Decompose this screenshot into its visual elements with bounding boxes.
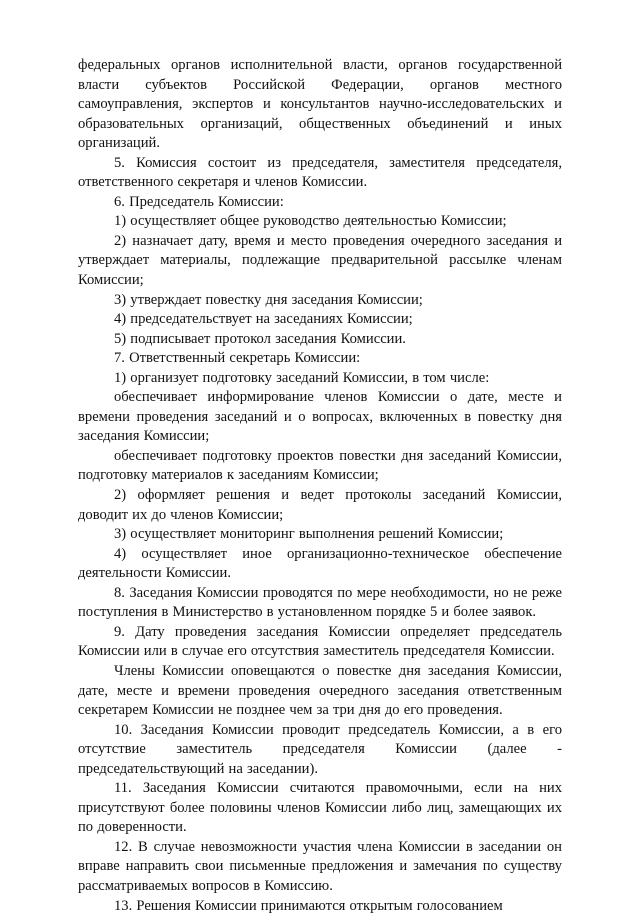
paragraph-6-3-approves-agenda: 3) утверждает повестку дня заседания Комиссии;	[114, 291, 423, 308]
paragraph-13-decisions-voting: 13. Решения Комиссии принимаются открытым голосованием	[114, 897, 503, 914]
paragraph-12-written-proposals: 12. В случае невозможности участия члена Комиссии в заседании он вправе направить свои письменные предложения и замечания по существу рассматриваемых вопросов в Комиссию.	[78, 838, 562, 894]
paragraph-7-1-informing-members: обеспечивает информирование членов Комиссии о дате, месте и времени проведения заседаний и о вопросах, включенных в повестку дня заседания Комиссии;	[78, 389, 562, 445]
document-body	[78, 56, 562, 916]
paragraph-11-quorum: 11. Заседания Комиссии считаются правомочными, если на них присутствуют более половины членов Комиссии либо лиц, замещающих их по доверенности.	[78, 780, 562, 836]
paragraph-6-4-presides: 4) председательствует на заседаниях Комиссии;	[114, 311, 413, 328]
paragraph-7-3-monitoring: 3) осуществляет мониторинг выполнения решений Комиссии;	[114, 526, 504, 543]
paragraph-7-secretary-heading: 7. Ответственный секретарь Комиссии:	[114, 350, 361, 367]
paragraph-9-members-notification: Члены Комиссии оповещаются о повестке дня заседания Комиссии, дате, месте и времени проведения очередного заседания ответственным секретарем Комиссии не позднее чем за три дня до его проведения.	[78, 662, 562, 719]
paragraph-7-1-agenda-drafts: обеспечивает подготовку проектов повестки дня заседаний Комиссии, подготовку материалов к заседаниям Комиссии;	[78, 447, 562, 484]
paragraph-6-5-signs-protocol: 5) подписывает протокол заседания Комиссии.	[114, 330, 406, 347]
paragraph-7-2-protocols: 2) оформляет решения и ведет протоколы заседаний Комиссии, доводит их до членов Комиссии;	[78, 487, 562, 523]
paragraph-10-meeting-chair: 10. Заседания Комиссии проводит председатель Комиссии, а в его отсутствие заместитель председателя Комиссии (далее - председательствующий на заседании).	[78, 721, 562, 777]
paragraph-6-1-general-management: 1) осуществляет общее руководство деятельностью Комиссии;	[114, 213, 507, 230]
paragraph-organizations-list: федеральных органов исполнительной власти, органов государственной власти субъектов Российской Федерации, органов местного самоуправления, экспертов и консультантов научно-исследовательских и образовательных организаций, общественных объединений и иных организаций.	[78, 57, 562, 152]
paragraph-7-4-technical-support: 4) осуществляет иное организационно-техническое обеспечение деятельности Комиссии.	[78, 545, 562, 582]
paragraph-6-2-schedules-meeting: 2) назначает дату, время и место проведения очередного заседания и утверждает материалы, подлежащие предварительной рассылке членам Комиссии;	[78, 232, 562, 289]
paragraph-6-chairman-heading: 6. Председатель Комиссии:	[114, 193, 284, 210]
paragraph-8-meeting-frequency: 8. Заседания Комиссии проводятся по мере необходимости, но не реже поступления в Министерство в установленном порядке 5 и более заявок.	[78, 584, 562, 621]
paragraph-5-commission-composition: 5. Комиссия состоит из председателя, заместителя председателя, ответственного секретаря и членов Комиссии.	[78, 154, 562, 191]
paragraph-9-meeting-date: 9. Дату проведения заседания Комиссии определяет председатель Комиссии или в случае его отсутствия заместитель председателя Комиссии.	[78, 623, 562, 660]
paragraph-7-1-organizes-preparation: 1) организует подготовку заседаний Комиссии, в том числе:	[114, 369, 490, 386]
